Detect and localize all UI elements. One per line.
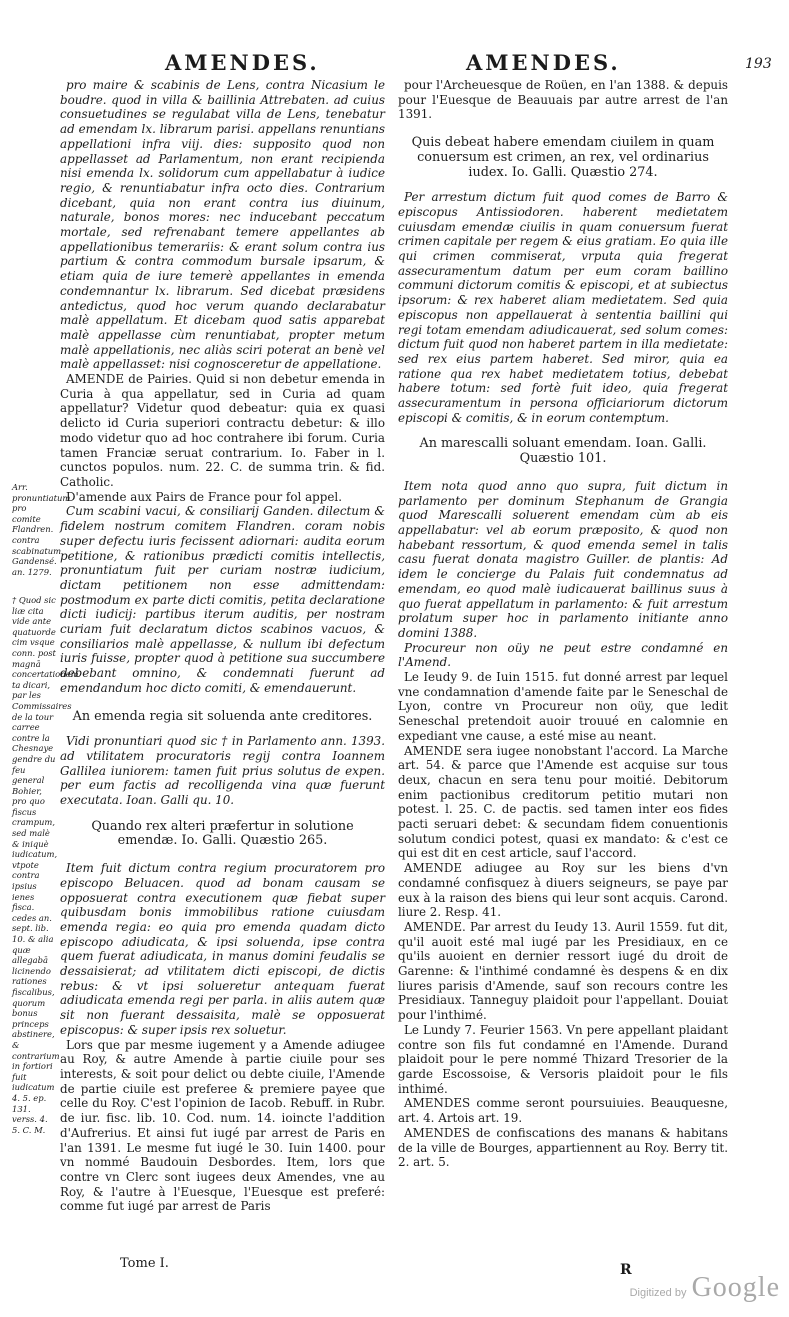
paragraph: AMENDE sera iugee nonobstant l'accord. La Marche art. 54. & parce que l'Amende est acquise sur tous deux, chacun en sera tenu pour moitié. Debitorum enim pactionibus creditorum petitio mutari non potest. l. 25. C. de pactis. sed tamen inter eos fides pacti seruari debet: & secundam fidem conuentionis solutum condici potest, quasi ex mandato: & c'est ce qui est dit en cest article, sauf l'accord. — [398, 743, 728, 861]
latin-paragraph: Cum scabini vacui, & consiliarij Ganden. dilectum & fidelem nostrum comitem Flandren. coram nobis super defectu iuris fecissent adiornari: audita eorum petitione, & rationibus prædicti comitis intellectis, pronuntiatum fuit per curiam nostræ iudicium, dictam petitionem non esse admittendam: postmodum ex parte dicti comitis, petita declaratione dicti iudicij: partibus iterum auditis, per nostram curiam fuit declaratum dictos scabinos vacuos, & consiliarios malè appellasse, & nullum ibi defectum iuris fuisse, propter quod à petitione sua succumbere debebant omnino, & condemnati fuerunt ad emendandum hoc dicto comiti, & emendauerunt. — [60, 504, 385, 695]
latin-paragraph: Per arrestum dictum fuit quod comes de Barro & episcopus Antissiodoren. haberent medietatem cuiusdam emendæ ciuilis in quam conuersum fuerat crimen capitale per regem & eius gratiam. Eo quia ille qui crimen commiserat, vrputa quia fregerat assecuramentum datum per eum coram baillino communi dictorum comitis & episcopi, et at subiectus ipsorum: & rex haberet aliam medietatem. Sed quia episcopus non appellauerat à sententia baillini qui regi totam emendam adiudicauerat, sed solum comes: dictum fuit quod non haberet partem in illa medietate: sed rex eius partem haberet. Sed miror, quia ea ratione qua rex habet medietatem totius, debebat habere totum: sed fortè fuit ideo, quia fregerat assecuramentum in persona officiariorum dictorum episcopi & comitis, & in eorum contemptum. — [398, 190, 728, 425]
margin-note: † Quod sic liæ cita vide ante quatuorde cim vsque conn. post magnā concertationem ta dicari, par les Commissaires de la tour carree contre la Chesnaye gendre du feu general Bohier, pro quo fiscus crampum, sed malè & iniquè iudicatum, vtpote contra ipsius ienes fisca. cedes an. sept. lib. 10. & alia quæ allegabā licinendo rationes fiscalibus, quorum bonus princeps abstinere, & contrarium in fortiori fuit iudicatum 4. 5. ep. 131. verss. 4. 5. C. M. — [12, 595, 79, 1135]
section-heading: An marescalli soluant emendam. Ioan. Galli. Quæstio 101. — [419, 436, 707, 467]
section-heading: Quis debeat habere emendam ciuilem in quam conuersum est crimen, an rex, vel ordinarius iudex. Io. Galli. Quæstio 274. — [411, 135, 715, 180]
page-number: 193 — [745, 56, 772, 72]
watermark-brand: Google — [691, 1272, 780, 1303]
digitized-by-watermark — [540, 1272, 780, 1304]
paragraph: D'amende aux Pairs de France pour fol appel. — [66, 489, 342, 504]
running-header-right: AMENDES. — [466, 50, 621, 75]
section-heading: Quando rex alteri præfertur in solutione emendæ. Io. Galli. Quæstio 265. — [91, 818, 354, 849]
paragraph: AMENDE. Par arrest du Ieudy 13. Auril 1559. fut dit, qu'il auoit esté mal iugé par les Presidiaux, en ce qu'ils auoient en dernier ressort iugé du droit de Garenne: & l'inthimé condamné ès despens & en dix liures parisis d'Amende, sauf son recours contre les Presidiaux. Tanneguy plaidoit pour l'appellant. Douiat pour l'inthimé. — [398, 919, 728, 1023]
right-text-column — [398, 78, 728, 1170]
volume-label: Tome I. — [120, 1256, 169, 1271]
running-header-left: AMENDES. — [165, 50, 320, 75]
paragraph: AMENDES comme seront poursuiuies. Beauquesne, art. 4. Artois art. 19. — [398, 1096, 728, 1126]
section-heading: An emenda regia sit soluenda ante creditores. — [72, 708, 373, 724]
paragraph: AMENDE adiugee au Roy sur les biens d'vn condamné confisquez à diuers seigneurs, se paye par eux à la raison des biens qui leur sont acquis. Carond. liure 2. Resp. 41. — [398, 861, 728, 920]
margin-note: Arr. pronuntiatum pro comite Flandren. contra scabinatum Gandensé. an. 1279. — [12, 482, 71, 577]
paragraph: pour l'Archeuesque de Roüen, en l'an 1388. & depuis pour l'Euesque de Beauuais par autre arrest de l'an 1391. — [398, 78, 728, 122]
watermark-prefix: Digitized by — [629, 1287, 687, 1299]
paragraph: Le Ieudy 9. de Iuin 1515. fut donné arrest par lequel vne condamnation d'amende faite par le Seneschal de Lyon, contre vn Procureur non oüy, que ledit Seneschal pretendoit auoir trouué en calomnie en expediant vne cause, a esté mise au neant. — [398, 670, 728, 743]
latin-paragraph: Item fuit dictum contra regium procuratorem pro episcopo Beluacen. quod ad bonam causam se opposuerat contra executionem quæ fiebat super quibusdam bonis immobilibus ratione cuiusdam emenda regia: eo quia pro emenda quadam dicto episcopo adiudicata, & ipsi soluenda, ipse contra quem fuerat adiudicata, in manus domini feudalis se dessaisierat; ad vtilitatem dicti episcopi, de dictis rebus: & vt ipsi solueretur antequam fuerat adiudicata emenda regi per parla. in aliis autem quæ sit non fuerant dessaisita, malè se opposuerat episcopus: & super ipsis rex soluetur. — [60, 861, 385, 1037]
paragraph: Lors que par mesme iugement y a Amende adiugee au Roy, & autre Amende à partie ciuile pour ses interests, & soit pour delict ou debte ciuile, l'Amende de partie ciuile est preferee & premiere payee que celle du Roy. C'est l'opinion de Iacob. Rebuff. in Rubr. de iur. fisc. lib. 10. Cod. num. 14. ioincte l'addition d'Aufrerius. Et ainsi fut iugé par arrest de Paris en l'an 1391. Le mesme fut iugé le 30. Iuin 1400. pour vn nommé Baudouin Desbordes. Item, lors que contre vn Clerc sont iugees deux Amendes, vne au Roy, & l'autre à l'Euesque, l'Euesque est preferé: comme fut iugé par arrest de Paris — [60, 1037, 385, 1214]
latin-paragraph: Item nota quod anno quo supra, fuit dictum in parlamento per dominum Stephanum de Grangia quod Marescalli soluerent emendam cùm ab eis appellabatur: vel ab eorum præposito, & quod non habebant ressortum, & quod emenda semel in talis casu fuerat donata magistro Guiller. de plantis: Ad idem le concierge du Palais fuit condemnatus ad emendam, eo quod malè iudicauerat baillinus suus à quo fuerat appellatum in parlamento: & fuit arrestum prolatum super hoc in parlamento initiante anno domini 1388. — [398, 478, 728, 640]
latin-paragraph: Vidi pronuntiari quod sic † in Parlamento ann. 1393. ad vtilitatem procuratoris regij contra Ioannem Gallilea iuniorem: tamen fuit prius solutus de expen. per eum factis ad recolligenda vina quæ fuerunt executata. Ioan. Galli qu. 10. — [60, 734, 385, 808]
signature-mark: R — [620, 1262, 632, 1278]
latin-paragraph: Procureur non oüy ne peut estre condamné en l'Amend. — [398, 640, 728, 670]
paragraph: Le Lundy 7. Feurier 1563. Vn pere appellant plaidant contre son fils fut condamné en l'Amende. Durand plaidoit pour le pere nommé Thizard Tresorier de la garde Escossoise, & Versoris plaidoit pour le fils inthimé. — [398, 1022, 728, 1096]
left-text-column — [60, 78, 385, 1214]
paragraph: AMENDES de confiscations des manans & habitans de la ville de Bourges, appartiennent au Roy. Berry tit. 2. art. 5. — [398, 1125, 728, 1170]
paragraph: AMENDE de Pairies. Quid si non debetur emenda in Curia à qua appellatur, sed in Curia ad quam appellatur? Videtur quod debeatur: quia ex quasi delicto id Curia superiori contractu debetur: & illo modo videtur quo ad hoc contrahere ibi forum. Curia tamen Franciæ seruat contrarium. Io. Faber in l. cunctos populos. num. 22. C. de summa trin. & fid. Catholic. — [60, 372, 385, 489]
latin-paragraph: pro maire & scabinis de Lens, contra Nicasium le boudre. quod in villa & baillinia Attrebaten. ad cuius consuetudines se regulabat villa de Lens, tenebatur ad emendam lx. librarum parisi. appellans renuntians appellationi infra viij. dies: supposito quod non appellasset ad Parlamentum, non erant recipienda nisi emenda lx. solidorum cum appellabatur à iudice regio, & renuntiabatur infra octo dies. Contrarium dicebant, quia non erant contra ius diuinum, naturale, bonos mores: nec inducebant peccatum mortale, sed refrenabant temere appellantes ab appellationibus temerariis: & erant solum contra ius partium & contra commodum bursale ipsarum, & etiam quia de iure temerè appellantes in emenda condemnantur lx. librarum. Sed dicebat præsidens antedictus, quod hoc verum quando declarabatur malè appellatum. Et dicebam quod satis apparebat malè appellasse cùm renuntiabat, propter metum malè appellationis, nec aliàs sciri poterat an benè vel malè appellasset: nisi cognosceretur de appellatione. — [60, 78, 385, 372]
